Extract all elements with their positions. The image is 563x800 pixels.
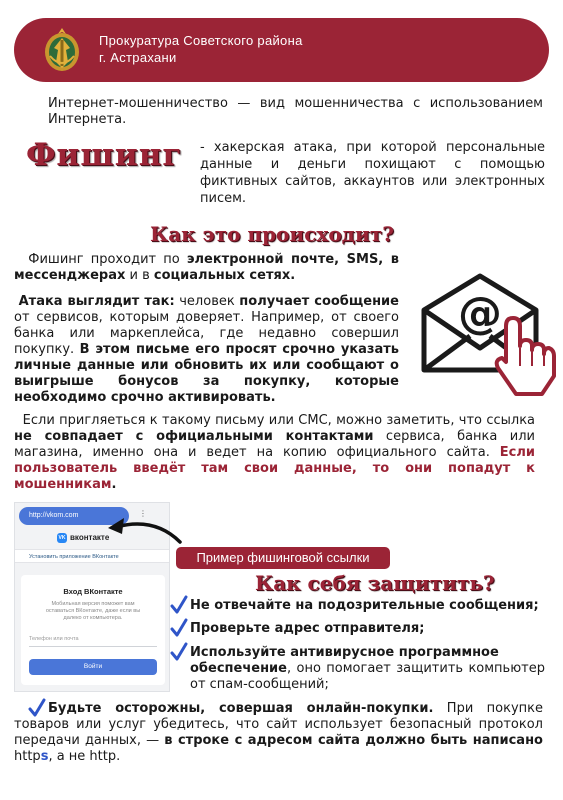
- paragraph-channels: Фишинг проходит по электронной почте, SMS, в мессенджерах и в социальных сетях.: [14, 252, 399, 283]
- login-card: [21, 575, 165, 685]
- emblem-icon: [40, 26, 84, 74]
- login-input: Телефон или почта: [29, 631, 157, 647]
- tip-2: Проверьте адрес отправителя;: [190, 621, 425, 636]
- check-icon: [170, 595, 188, 615]
- login-subtitle: Мобильная версия поможет вам оставаться ВКонтакте, даже если вы далеко от компьютера.: [45, 601, 141, 621]
- vk-mark-icon: VK: [58, 535, 66, 541]
- login-title: Вход ВКонтакте: [63, 587, 123, 596]
- header-line-2: г. Астрахани: [99, 50, 177, 65]
- example-label: Пример фишинговой ссылки: [176, 547, 390, 569]
- fake-url-bar: http://vkom.com: [19, 507, 129, 525]
- phishing-heading: Фишинг: [26, 137, 183, 173]
- check-icon: [170, 618, 188, 638]
- header-line-1: Прокуратура Советского района: [99, 33, 303, 48]
- email-at-icon: [418, 270, 556, 398]
- section-title-protect: Как себя защитить?: [255, 571, 495, 595]
- section-title-how: Как это происходит?: [150, 222, 394, 246]
- vk-logo: VK вконтакте: [58, 533, 110, 543]
- tip-3: Используйте антивирусное программное: [190, 645, 499, 660]
- paragraph-link-warning: Если пригляеться к такому письму или СМС, можно заметить, что ссылка не совпадает с официальными контактами сервиса, банка или магазина, именно она и ведет на копию официального сайта. Если пользователь введёт там свои данные, то они попадут к мошенникам.: [14, 413, 536, 492]
- tip-3-cont: обеспечение, оно помогает защитить компьютер от спам-сообщений;: [190, 661, 545, 692]
- tip-4: Будьте осторожны, совершая онлайн-покупки. При покупке товаров или услуг убедитесь, что сайт использует безопасный протокол передачи данных, — в строке с адресом сайта должно быть написано https, а не http.: [14, 701, 543, 764]
- arrow-icon: [106, 512, 184, 546]
- check-icon: [170, 642, 188, 662]
- paragraph-attack: Атака выглядит так: человек получает сообщение от сервисов, которым доверяет. Например, от своего банка или маркеплейса, где недавно совершил покупку. В этом письме его просят срочно указать личные данные или обновить их или сообщают о выигрыше бонусов за покупку, которые необходимо срочно активировать.: [14, 294, 399, 405]
- tip-1: Не отвечайте на подозрительные сообщения;: [190, 598, 539, 613]
- more-icon: ⋮: [139, 509, 147, 518]
- svg-text:@: @: [458, 288, 502, 339]
- header-banner: [14, 18, 549, 82]
- header-title: [99, 32, 303, 66]
- install-app-banner: Установить приложение ВКонтакте: [15, 549, 170, 563]
- phishing-definition: - хакерская атака, при которой персональные данные и деньги похищают с помощью фиктивных сайтов, аккаунтов или электронных писем.: [200, 140, 545, 206]
- login-button: Войти: [29, 659, 157, 675]
- intro-text: Интернет-мошенничество — вид мошенничества с использованием Интернета.: [48, 96, 543, 127]
